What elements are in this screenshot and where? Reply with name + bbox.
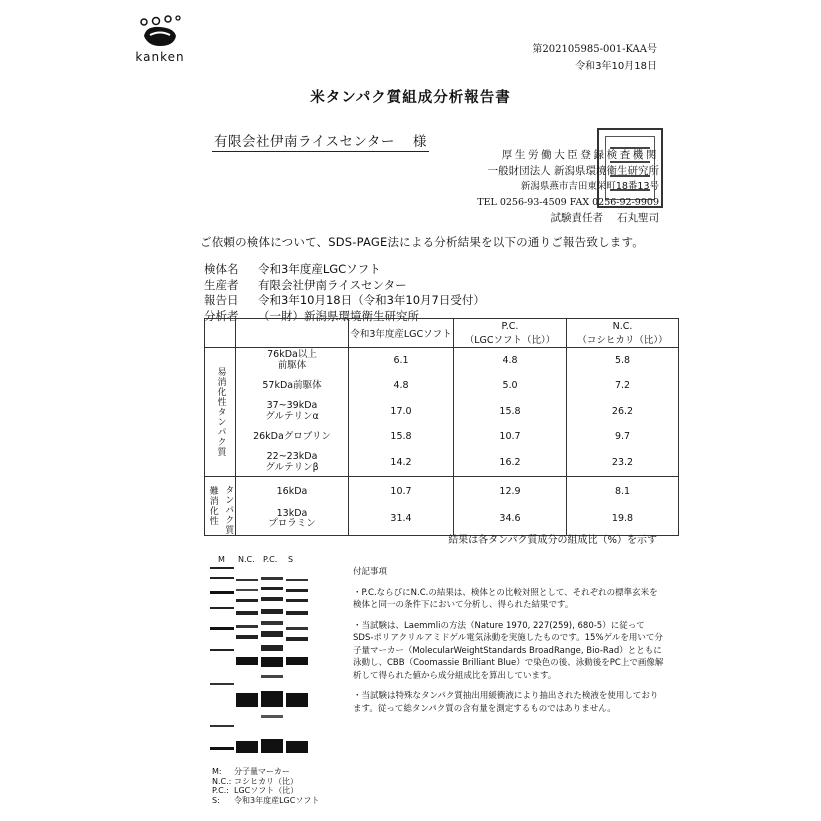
notes-section xyxy=(353,566,665,723)
kanken-logo-mark xyxy=(128,14,192,52)
table-cell: 10.7 xyxy=(390,485,412,497)
table-cell: 15.8 xyxy=(499,405,521,417)
row-label: 22~23kDa グルテリンβ xyxy=(265,451,319,473)
col-pc xyxy=(454,476,567,535)
legend-item: S: 令和3年度産LGCソフト xyxy=(212,795,320,805)
row-label: 26kDaグロブリン xyxy=(253,431,331,442)
note-item: ・P.C.ならびにN.C.の結果は、検体との比較対照として、それぞれの標準玄米を検体と同一の条件下において分析し、得られた結果です。 xyxy=(353,587,658,610)
col-sample xyxy=(349,348,454,477)
legend-item: N.C.: コシヒカリ（比） xyxy=(212,776,298,786)
gel-legend xyxy=(212,767,319,805)
issuer-address: 新潟県燕市吉田東栄町18番13号 xyxy=(520,181,659,192)
info-value: 令和3年10月18日（令和3年10月7日受付） xyxy=(258,293,485,307)
info-value: 有限会社伊南ライスセンター xyxy=(258,277,407,292)
table-header-row xyxy=(205,319,679,348)
notes-heading: 付記事項 xyxy=(353,567,388,577)
info-row xyxy=(204,262,485,278)
table-cell: 31.4 xyxy=(390,512,412,524)
header-empty xyxy=(236,319,349,348)
recipient-name: 有限会社伊南ライスセンター xyxy=(214,134,395,150)
table-cell: 8.1 xyxy=(614,485,631,497)
recipient xyxy=(212,130,429,152)
gel-bands xyxy=(204,565,326,765)
table-cell: 15.8 xyxy=(390,431,412,442)
report-date: 令和3年10月18日 xyxy=(575,61,657,72)
col-sample xyxy=(349,476,454,535)
row-labels xyxy=(236,476,349,535)
test-supervisor xyxy=(551,210,660,225)
table-cell: 5.8 xyxy=(614,354,631,366)
page-title: 米タンパク質組成分析報告書 xyxy=(310,90,511,106)
note-item: ・当試験は特殊なタンパク質抽出用緩衝液により抽出された検液を使用しており ます。従って総タンパク質の含有量を測定するものではありません。 xyxy=(353,691,659,714)
row-label: 16kDa xyxy=(276,485,308,497)
table-cell: 26.2 xyxy=(611,405,634,417)
table-cell: 19.8 xyxy=(611,512,634,524)
table-group-easy xyxy=(205,348,679,477)
issuer-contact: TEL 0256-93-4509 FAX 0256-92-9909 xyxy=(477,196,659,208)
lane-label: S xyxy=(288,555,294,564)
lane-label: M xyxy=(218,555,225,564)
table-footnote: 結果は各タンパク質成分の組成比（%）を示す xyxy=(448,535,657,546)
group-label-easy xyxy=(205,348,236,477)
logo-text: kanken xyxy=(135,50,185,64)
table-cell: 17.0 xyxy=(390,405,412,417)
row-label: 37~39kDa グルテリンα xyxy=(265,400,319,422)
lane-label: P.C. xyxy=(263,555,278,564)
info-value: （一財）新潟県環境衛生研究所 xyxy=(258,308,419,323)
recipient-suffix: 様 xyxy=(412,134,427,150)
header-sample: 令和3年度産LGCソフト xyxy=(349,319,454,348)
table-cell: 14.2 xyxy=(390,456,412,468)
issuer-registration: 厚生労働大臣登録検査機関 xyxy=(501,149,659,161)
table-cell: 9.7 xyxy=(614,431,631,442)
header-nc-line1: N.C. xyxy=(612,320,633,332)
lane-label: N.C. xyxy=(238,555,255,564)
col-pc xyxy=(454,348,567,477)
table-cell: 12.9 xyxy=(499,485,521,497)
legend-item: M: 分子量マーカー xyxy=(212,767,290,776)
results-table xyxy=(204,318,679,536)
row-label: 13kDa プロラミン xyxy=(268,507,316,529)
header-nc xyxy=(567,319,679,348)
info-value: 令和3年度産LGCソフト xyxy=(258,262,381,276)
issuer-block xyxy=(459,148,659,210)
tester-name: 石丸聖司 xyxy=(617,212,659,224)
group-label-hard-text-a: 難消化性 xyxy=(207,485,218,526)
header-pc xyxy=(454,319,567,348)
row-label: 76kDa以上 前駆体 xyxy=(267,349,317,371)
table-cell: 5.0 xyxy=(502,380,518,391)
header-nc-line2: （コシヒカリ（比）） xyxy=(577,334,668,346)
gel-image xyxy=(204,555,326,767)
header-empty xyxy=(205,319,236,348)
table-group-hard xyxy=(205,476,679,535)
header-pc-line1: P.C. xyxy=(501,320,519,332)
info-label: 報告日 xyxy=(204,293,239,307)
document-number: 第202105985-001-KAA号 xyxy=(532,44,657,55)
table-cell: 34.6 xyxy=(499,512,521,524)
group-label-hard-text-b: タンパク質 xyxy=(223,484,234,535)
info-label: 検体名 xyxy=(204,262,239,276)
table-cell: 4.8 xyxy=(502,354,518,366)
tester-label: 試験責任者 xyxy=(550,212,603,224)
row-label: 57kDa前駆体 xyxy=(262,380,322,391)
info-label: 生産者 xyxy=(204,277,239,292)
table-cell: 7.2 xyxy=(614,380,631,391)
table-cell: 10.7 xyxy=(499,431,521,442)
table-cell: 16.2 xyxy=(499,456,521,468)
info-label: 分析者 xyxy=(204,308,239,323)
row-labels xyxy=(236,348,349,477)
intro-text: ご依頼の検体について、SDS-PAGE法による分析結果を以下の通りご報告致します。 xyxy=(200,235,644,249)
table-cell: 4.8 xyxy=(393,380,409,391)
col-nc xyxy=(567,476,679,535)
group-label-easy-text: 易消化性タンパク質 xyxy=(215,366,226,457)
table-cell: 6.1 xyxy=(393,354,409,366)
info-row xyxy=(204,293,485,309)
group-label-hard xyxy=(205,476,236,535)
table-cell: 23.2 xyxy=(611,456,634,468)
issuer-name: 一般財団法人 新潟県環境衛生研究所 xyxy=(487,164,659,177)
header-pc-line2: （LGCソフト（比）） xyxy=(464,334,556,346)
kanken-logo xyxy=(128,14,192,66)
info-row xyxy=(204,278,485,294)
legend-item: P.C.: LGCソフト（比） xyxy=(212,786,299,795)
note-item: ・当試験は、Laemmliの方法（Nature 1970, 227(259), 680-5）に従ってSDS-ポリアクリルアミドゲル電気泳動を実施したものです。15%ゲルを用いて分子量マーカー（MolecularWeightStandards BroadRange, Bio-Rad）とともに泳動し、CBB（Coomassie Brilliant Blue）で染色の後、泳動後をPC上で画像解析して得られた値から成分組成比を算出しています。 xyxy=(353,620,664,681)
sample-info xyxy=(204,262,485,324)
col-nc xyxy=(567,348,679,477)
